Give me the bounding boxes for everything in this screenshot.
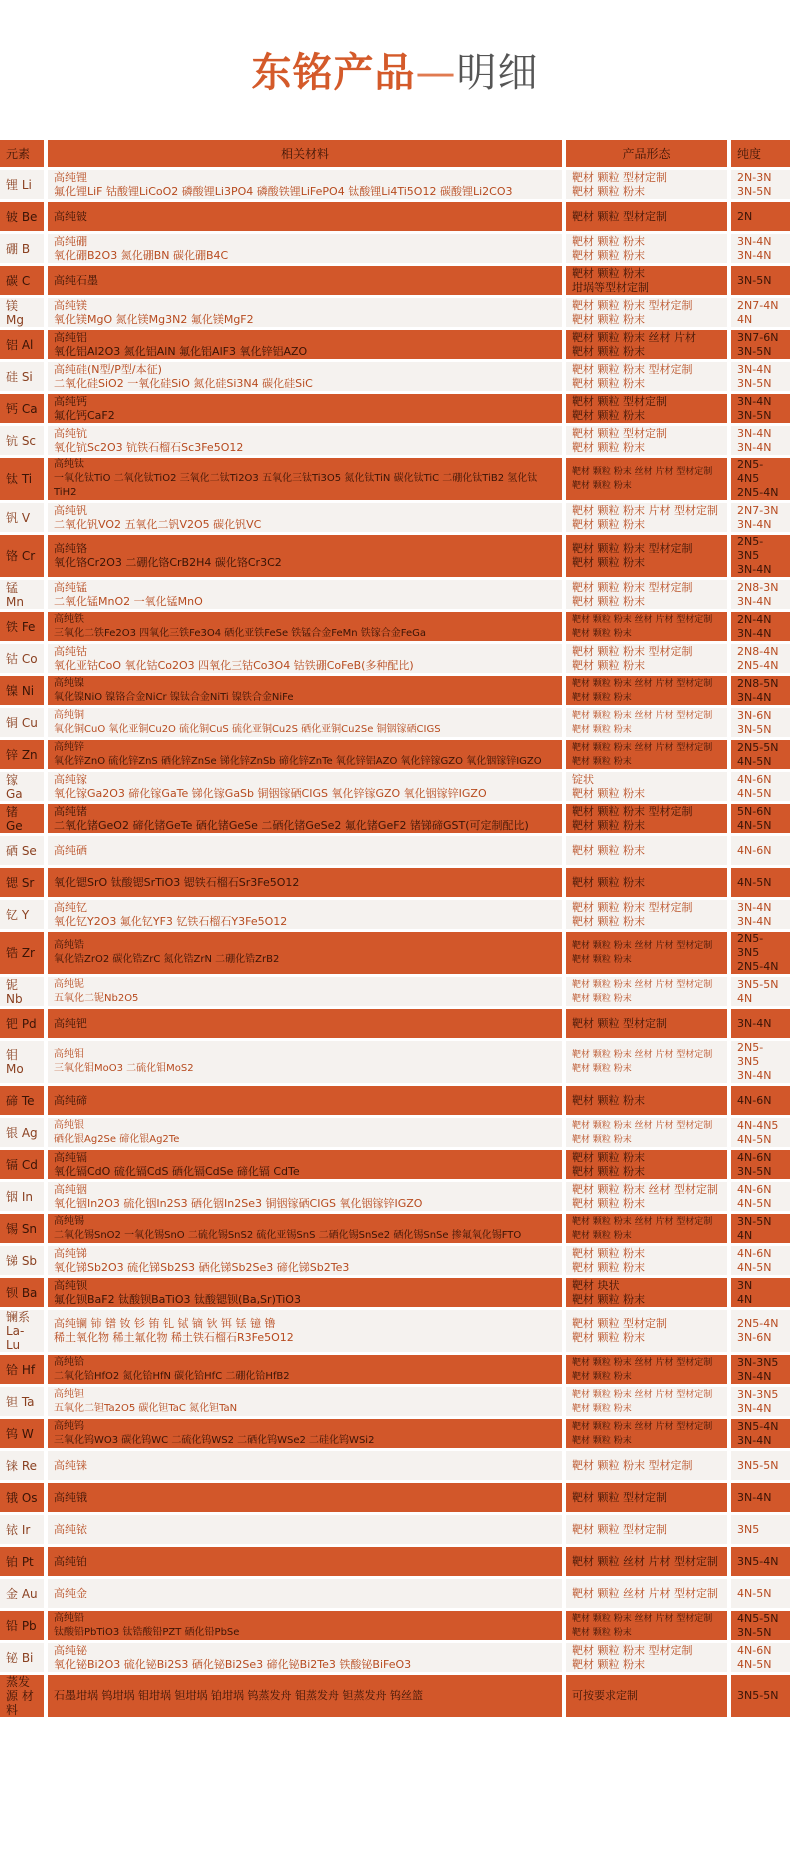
element-cell: 镁 Mg: [0, 298, 48, 327]
element-cell: 铱 Ir: [0, 1515, 48, 1544]
materials-cell: 高纯镁 氧化镁MgO 氮化镁Mg3N2 氟化镁MgF2: [48, 298, 566, 327]
element-cell: 银 Ag: [0, 1118, 48, 1147]
forms-cell: 靶材 颗粒 粉末 丝材 片材 型材定制 靶材 颗粒 粉末: [566, 1611, 731, 1640]
table-row: [0, 1041, 790, 1083]
purity-cell: 3N-5N 4N: [731, 1214, 790, 1243]
table-row: [0, 900, 790, 929]
forms-cell: 靶材 颗粒 粉末 型材定制 靶材 颗粒 粉末: [566, 580, 731, 609]
forms-cell: 锭状 靶材 颗粒 粉末: [566, 772, 731, 801]
purity-cell: 3N7-6N 3N-5N: [731, 330, 790, 359]
purity-cell: 3N-5N: [731, 266, 790, 295]
forms-cell: 靶材 颗粒 粉末 丝材 片材 型材定制 靶材 颗粒 粉末: [566, 1041, 731, 1083]
table-row: [0, 1355, 790, 1384]
purity-cell: 4N-6N 4N-5N: [731, 1643, 790, 1672]
materials-cell: 高纯铜 氧化铜CuO 氧化亚铜Cu2O 硫化铜CuS 硫化亚铜Cu2S 硒化亚铜Cu2Se 铜铟镓硒CIGS: [48, 708, 566, 737]
table-row: [0, 1643, 790, 1672]
purity-cell: 3N-4N 3N-4N: [731, 900, 790, 929]
element-cell: 锌 Zn: [0, 740, 48, 769]
table-row: [0, 804, 790, 833]
purity-cell: 2N8-3N 3N-4N: [731, 580, 790, 609]
element-cell: 铋 Bi: [0, 1643, 48, 1672]
purity-cell: 3N5-4N: [731, 1547, 790, 1576]
materials-cell: 高纯镍 氧化镍NiO 镍铬合金NiCr 镍钛合金NiTi 镍铁合金NiFe: [48, 676, 566, 705]
element-cell: 钛 Ti: [0, 458, 48, 500]
element-cell: 锑 Sb: [0, 1246, 48, 1275]
table-row: [0, 1246, 790, 1275]
table-row: [0, 932, 790, 974]
forms-cell: 靶材 颗粒 丝材 片材 型材定制: [566, 1547, 731, 1576]
element-cell: 锶 Sr: [0, 868, 48, 897]
element-cell: 铁 Fe: [0, 612, 48, 641]
purity-cell: 3N-4N 3N-5N: [731, 362, 790, 391]
purity-cell: 2N5-3N5 3N-4N: [731, 1041, 790, 1083]
materials-cell: 高纯铅 钛酸铅PbTiO3 钛锆酸铅PZT 硒化铅PbSe: [48, 1611, 566, 1640]
purity-cell: 4N-6N 4N-5N: [731, 1182, 790, 1211]
title-sub: 明细: [456, 50, 539, 96]
forms-cell: 靶材 颗粒 粉末 型材定制 靶材 颗粒 粉末: [566, 1643, 731, 1672]
table-row: [0, 362, 790, 391]
forms-cell: 靶材 颗粒 粉末 丝材 片材 型材定制 靶材 颗粒 粉末: [566, 740, 731, 769]
table-row: [0, 202, 790, 231]
materials-cell: 高纯锆 氧化锆ZrO2 碳化锆ZrC 氮化锆ZrN 二硼化锆ZrB2: [48, 932, 566, 974]
materials-cell: 高纯铋 氧化铋Bi2O3 硫化铋Bi2S3 硒化铋Bi2Se3 碲化铋Bi2Te3 铁酸铋BiFeO3: [48, 1643, 566, 1672]
purity-cell: 2N5-3N5 3N-4N: [731, 535, 790, 577]
element-cell: 铟 In: [0, 1182, 48, 1211]
forms-cell: 靶材 颗粒 型材定制 靶材 颗粒 粉末: [566, 1310, 731, 1352]
forms-cell: 靶材 颗粒 粉末 丝材 片材 型材定制 靶材 颗粒 粉末: [566, 1118, 731, 1147]
forms-cell: 靶材 颗粒 型材定制: [566, 202, 731, 231]
table-row: [0, 868, 790, 897]
forms-cell: 靶材 颗粒 粉末 靶材 颗粒 粉末: [566, 234, 731, 263]
table-row: [0, 612, 790, 641]
table-row: [0, 234, 790, 263]
table-row: [0, 1419, 790, 1448]
table-row: [0, 1150, 790, 1179]
table-row: [0, 1579, 790, 1608]
forms-cell: 靶材 颗粒 粉末 片材 型材定制 靶材 颗粒 粉末: [566, 503, 731, 532]
forms-cell: 靶材 颗粒 粉末 靶材 颗粒 粉末: [566, 1150, 731, 1179]
table-row: [0, 1387, 790, 1416]
forms-cell: 靶材 颗粒 粉末: [566, 868, 731, 897]
purity-cell: 3N 4N: [731, 1278, 790, 1307]
materials-cell: 石墨坩埚 钨坩埚 钼坩埚 钽坩埚 铂坩埚 钨蒸发舟 钼蒸发舟 钽蒸发舟 钨丝篮: [48, 1675, 566, 1717]
purity-cell: 4N-5N: [731, 868, 790, 897]
materials-cell: 高纯硼 氧化硼B2O3 氮化硼BN 碳化硼B4C: [48, 234, 566, 263]
table-row: [0, 266, 790, 295]
forms-cell: 靶材 颗粒 粉末 丝材 片材 型材定制 靶材 颗粒 粉末: [566, 1387, 731, 1416]
forms-cell: 靶材 颗粒 粉末 型材定制 靶材 颗粒 粉末: [566, 804, 731, 833]
materials-cell: 高纯金: [48, 1579, 566, 1608]
materials-cell: 高纯碲: [48, 1086, 566, 1115]
element-cell: 镧系 La-Lu: [0, 1310, 48, 1352]
forms-cell: 靶材 颗粒 粉末 型材定制 靶材 颗粒 粉末: [566, 535, 731, 577]
forms-cell: 靶材 颗粒 型材定制: [566, 1009, 731, 1038]
forms-cell: 靶材 颗粒 型材定制 靶材 颗粒 粉末: [566, 394, 731, 423]
purity-cell: 3N-4N 3N-4N: [731, 426, 790, 455]
purity-cell: 3N-4N 3N-4N: [731, 234, 790, 263]
table-row: [0, 535, 790, 577]
table-row: [0, 1483, 790, 1512]
materials-cell: 高纯镧 铈 镨 钕 钐 铕 钆 铽 镝 钬 铒 铥 镱 镥 稀土氧化物 稀土氟化物 稀土铁石榴石R3Fe5O12: [48, 1310, 566, 1352]
purity-cell: 3N-6N 3N-5N: [731, 708, 790, 737]
forms-cell: 靶材 颗粒 粉末: [566, 836, 731, 865]
element-cell: 硼 B: [0, 234, 48, 263]
table-row: [0, 676, 790, 705]
forms-cell: 可按要求定制: [566, 1675, 731, 1717]
materials-cell: 高纯钒 二氧化钒VO2 五氧化二钒V2O5 碳化钒VC: [48, 503, 566, 532]
element-cell: 铍 Be: [0, 202, 48, 231]
forms-cell: 靶材 颗粒 粉末 丝材 片材 型材定制 靶材 颗粒 粉末: [566, 708, 731, 737]
element-cell: 锰 Mn: [0, 580, 48, 609]
element-cell: 铜 Cu: [0, 708, 48, 737]
materials-cell: 高纯锗 二氧化锗GeO2 碲化锗GeTe 硒化锗GeSe 二硒化锗GeSe2 氟化锗GeF2 锗锑碲GST(可定制配比): [48, 804, 566, 833]
forms-cell: 靶材 颗粒 粉末 型材定制 靶材 颗粒 粉末: [566, 644, 731, 673]
purity-cell: 3N-4N: [731, 1009, 790, 1038]
purity-cell: 3N5-5N 4N: [731, 977, 790, 1006]
purity-cell: 2N7-3N 3N-4N: [731, 503, 790, 532]
table-row: [0, 458, 790, 500]
element-cell: 镉 Cd: [0, 1150, 48, 1179]
purity-cell: 2N7-4N 4N: [731, 298, 790, 327]
purity-cell: 2N8-5N 3N-4N: [731, 676, 790, 705]
element-cell: 钪 Sc: [0, 426, 48, 455]
table-row: [0, 1310, 790, 1352]
materials-cell: 高纯银 硒化银Ag2Se 碲化银Ag2Te: [48, 1118, 566, 1147]
purity-cell: 5N-6N 4N-5N: [731, 804, 790, 833]
element-cell: 锡 Sn: [0, 1214, 48, 1243]
materials-cell: 高纯铁 三氧化二铁Fe2O3 四氧化三铁Fe3O4 硒化亚铁FeSe 铁锰合金FeMn 铁镓合金FeGa: [48, 612, 566, 641]
purity-cell: 3N-4N 3N-5N: [731, 394, 790, 423]
purity-cell: 3N-4N: [731, 1483, 790, 1512]
element-cell: 铂 Pt: [0, 1547, 48, 1576]
forms-cell: 靶材 颗粒 粉末 丝材 片材 靶材 颗粒 粉末: [566, 330, 731, 359]
purity-cell: 4N-6N: [731, 1086, 790, 1115]
forms-cell: 靶材 颗粒 粉末 丝材 片材 型材定制 靶材 颗粒 粉末: [566, 612, 731, 641]
purity-cell: 4N-6N 4N-5N: [731, 1246, 790, 1275]
purity-cell: 3N5-4N 3N-4N: [731, 1419, 790, 1448]
materials-cell: 高纯锂 氟化锂LiF 钴酸锂LiCoO2 磷酸锂Li3PO4 磷酸铁锂LiFePO4 钛酸锂Li4Ti5O12 碳酸锂Li2CO3: [48, 170, 566, 199]
forms-cell: 靶材 颗粒 型材定制: [566, 1515, 731, 1544]
page-title: [0, 38, 790, 108]
table-row: [0, 740, 790, 769]
materials-cell: 高纯钴 氧化亚钴CoO 氧化钴Co2O3 四氧化三钴Co3O4 钴铁硼CoFeB(多种配比): [48, 644, 566, 673]
table-row: [0, 1515, 790, 1544]
title-main: 东铭产品: [251, 50, 416, 96]
purity-cell: 4N5-5N 3N-5N: [731, 1611, 790, 1640]
element-cell: 铬 Cr: [0, 535, 48, 577]
purity-cell: 3N5-5N: [731, 1675, 790, 1717]
forms-cell: 靶材 颗粒 粉末 丝材 片材 型材定制 靶材 颗粒 粉末: [566, 977, 731, 1006]
element-cell: 钡 Ba: [0, 1278, 48, 1307]
forms-cell: 靶材 颗粒 型材定制 靶材 颗粒 粉末: [566, 170, 731, 199]
table-header-row: [0, 140, 790, 167]
element-cell: 镓 Ga: [0, 772, 48, 801]
element-cell: 钴 Co: [0, 644, 48, 673]
table-row: [0, 1547, 790, 1576]
table-row: [0, 977, 790, 1006]
purity-cell: 3N-3N5 3N-4N: [731, 1387, 790, 1416]
element-cell: 钒 V: [0, 503, 48, 532]
materials-cell: 高纯锰 二氧化锰MnO2 一氧化锰MnO: [48, 580, 566, 609]
element-cell: 蒸发源 材料: [0, 1675, 48, 1717]
table-row: [0, 1278, 790, 1307]
forms-cell: 靶材 颗粒 粉末 靶材 颗粒 粉末: [566, 1246, 731, 1275]
materials-cell: 高纯钼 三氧化钼MoO3 二硫化钼MoS2: [48, 1041, 566, 1083]
element-cell: 碲 Te: [0, 1086, 48, 1115]
element-cell: 碳 C: [0, 266, 48, 295]
materials-cell: 高纯锌 氧化锌ZnO 硫化锌ZnS 硒化锌ZnSe 锑化锌ZnSb 碲化锌ZnTe 氧化锌铝AZO 氧化锌镓GZO 氧化铟镓锌IGZO: [48, 740, 566, 769]
table-body: [0, 170, 790, 1717]
forms-cell: 靶材 颗粒 粉末 丝材 片材 型材定制 靶材 颗粒 粉末: [566, 932, 731, 974]
purity-cell: 2N-3N 3N-5N: [731, 170, 790, 199]
forms-cell: 靶材 颗粒 粉末 丝材 片材 型材定制 靶材 颗粒 粉末: [566, 458, 731, 500]
table-row: [0, 170, 790, 199]
header-purity: 纯度: [731, 140, 790, 167]
materials-cell: 高纯石墨: [48, 266, 566, 295]
materials-cell: 高纯铂: [48, 1547, 566, 1576]
materials-cell: 高纯铌 五氧化二铌Nb2O5: [48, 977, 566, 1006]
forms-cell: 靶材 颗粒 粉末 型材定制 靶材 颗粒 粉末: [566, 362, 731, 391]
forms-cell: 靶材 块状 靶材 颗粒 粉末: [566, 1278, 731, 1307]
materials-cell: 高纯钡 氟化钡BaF2 钛酸钡BaTiO3 钛酸锶钡(Ba,Sr)TiO3: [48, 1278, 566, 1307]
purity-cell: 3N5-5N: [731, 1451, 790, 1480]
materials-cell: 高纯铟 氧化铟In2O3 硫化铟In2S3 硒化铟In2Se3 铜铟镓硒CIGS 氧化铟镓锌IGZO: [48, 1182, 566, 1211]
table-row: [0, 1611, 790, 1640]
forms-cell: 靶材 颗粒 粉末 坩埚等型材定制: [566, 266, 731, 295]
materials-cell: 高纯镓 氧化镓Ga2O3 碲化镓GaTe 锑化镓GaSb 铜铟镓硒CIGS 氧化锌镓GZO 氧化铟镓锌IGZO: [48, 772, 566, 801]
table-row: [0, 1451, 790, 1480]
element-cell: 铪 Hf: [0, 1355, 48, 1384]
materials-cell: 高纯钨 三氧化钨WO3 碳化钨WC 二硫化钨WS2 二硒化钨WSe2 二硅化钨WSi2: [48, 1419, 566, 1448]
materials-cell: 高纯铬 氧化铬Cr2O3 二硼化铬CrB2H4 碳化铬Cr3C2: [48, 535, 566, 577]
purity-cell: 2N-4N 3N-4N: [731, 612, 790, 641]
header-element: 元素: [0, 140, 48, 167]
purity-cell: 4N-6N 4N-5N: [731, 772, 790, 801]
materials-cell: 高纯钇 氧化钇Y2O3 氟化钇YF3 钇铁石榴石Y3Fe5O12: [48, 900, 566, 929]
materials-cell: 高纯铍: [48, 202, 566, 231]
element-cell: 钙 Ca: [0, 394, 48, 423]
table-row: [0, 1214, 790, 1243]
forms-cell: 靶材 颗粒 丝材 片材 型材定制: [566, 1579, 731, 1608]
purity-cell: 4N-4N5 4N-5N: [731, 1118, 790, 1147]
purity-cell: 3N-3N5 3N-4N: [731, 1355, 790, 1384]
element-cell: 硒 Se: [0, 836, 48, 865]
materials-cell: 高纯锇: [48, 1483, 566, 1512]
forms-cell: 靶材 颗粒 粉末 丝材 片材 型材定制 靶材 颗粒 粉末: [566, 1355, 731, 1384]
element-cell: 硅 Si: [0, 362, 48, 391]
element-cell: 铌 Nb: [0, 977, 48, 1006]
purity-cell: 4N-5N: [731, 1579, 790, 1608]
table-row: [0, 1675, 790, 1717]
table-row: [0, 394, 790, 423]
forms-cell: 靶材 颗粒 型材定制 靶材 颗粒 粉末: [566, 426, 731, 455]
table-row: [0, 644, 790, 673]
table-row: [0, 503, 790, 532]
materials-cell: 高纯硒: [48, 836, 566, 865]
materials-cell: 高纯钙 氟化钙CaF2: [48, 394, 566, 423]
element-cell: 锆 Zr: [0, 932, 48, 974]
materials-cell: 高纯锡 二氧化锡SnO2 一氧化锡SnO 二硫化锡SnS2 硫化亚锡SnS 二硒化锡SnSe2 硒化锡SnSe 掺氟氧化锡FTO: [48, 1214, 566, 1243]
forms-cell: 靶材 颗粒 粉末 丝材 片材 型材定制 靶材 颗粒 粉末: [566, 1214, 731, 1243]
purity-cell: 4N-6N 3N-5N: [731, 1150, 790, 1179]
materials-cell: 高纯铝 氧化铝Al2O3 氮化铝AlN 氟化铝AlF3 氧化锌铝AZO: [48, 330, 566, 359]
element-cell: 钽 Ta: [0, 1387, 48, 1416]
forms-cell: 靶材 颗粒 粉末 型材定制: [566, 1451, 731, 1480]
materials-cell: 高纯钪 氧化钪Sc2O3 钪铁石榴石Sc3Fe5O12: [48, 426, 566, 455]
materials-cell: 高纯钯: [48, 1009, 566, 1038]
materials-cell: 高纯硅(N型/P型/本征) 二氧化硅SiO2 一氧化硅SiO 氮化硅Si3N4 碳化硅SiC: [48, 362, 566, 391]
table-row: [0, 330, 790, 359]
purity-cell: 2N: [731, 202, 790, 231]
element-cell: 镍 Ni: [0, 676, 48, 705]
forms-cell: 靶材 颗粒 粉末 型材定制 靶材 颗粒 粉末: [566, 298, 731, 327]
forms-cell: 靶材 颗粒 粉末 丝材 型材定制 靶材 颗粒 粉末: [566, 1182, 731, 1211]
forms-cell: 靶材 颗粒 粉末 型材定制 靶材 颗粒 粉末: [566, 900, 731, 929]
table-row: [0, 708, 790, 737]
materials-cell: 高纯铪 二氧化铪HfO2 氮化铪HfN 碳化铪HfC 二硼化铪HfB2: [48, 1355, 566, 1384]
element-cell: 铝 Al: [0, 330, 48, 359]
materials-cell: 高纯钛 一氧化钛TiO 二氧化钛TiO2 三氧化二钛Ti2O3 五氧化三钛Ti3O5 氮化钛TiN 碳化钛TiC 二硼化钛TiB2 氢化钛TiH2: [48, 458, 566, 500]
header-forms: 产品形态: [566, 140, 731, 167]
forms-cell: 靶材 颗粒 粉末: [566, 1086, 731, 1115]
table-row: [0, 580, 790, 609]
purity-cell: 2N5-3N5 2N5-4N: [731, 932, 790, 974]
element-cell: 铅 Pb: [0, 1611, 48, 1640]
element-cell: 钯 Pd: [0, 1009, 48, 1038]
purity-cell: 2N5-4N5 2N5-4N: [731, 458, 790, 500]
table-row: [0, 1182, 790, 1211]
purity-cell: 2N8-4N 2N5-4N: [731, 644, 790, 673]
title-dash: —: [415, 50, 457, 96]
purity-cell: 3N5: [731, 1515, 790, 1544]
forms-cell: 靶材 颗粒 型材定制: [566, 1483, 731, 1512]
purity-cell: 2N5-4N 3N-6N: [731, 1310, 790, 1352]
table-row: [0, 772, 790, 801]
materials-cell: 高纯铱: [48, 1515, 566, 1544]
product-table: [0, 137, 790, 1720]
element-cell: 钇 Y: [0, 900, 48, 929]
materials-cell: 高纯钽 五氧化二钽Ta2O5 碳化钽TaC 氮化钽TaN: [48, 1387, 566, 1416]
element-cell: 锂 Li: [0, 170, 48, 199]
forms-cell: 靶材 颗粒 粉末 丝材 片材 型材定制 靶材 颗粒 粉末: [566, 1419, 731, 1448]
purity-cell: 2N5-5N 4N-5N: [731, 740, 790, 769]
header-materials: 相关材料: [48, 140, 566, 167]
materials-cell: 高纯铼: [48, 1451, 566, 1480]
element-cell: 钨 W: [0, 1419, 48, 1448]
table-row: [0, 836, 790, 865]
table-row: [0, 1009, 790, 1038]
purity-cell: 4N-6N: [731, 836, 790, 865]
element-cell: 锗 Ge: [0, 804, 48, 833]
table-row: [0, 298, 790, 327]
materials-cell: 高纯镉 氧化镉CdO 硫化镉CdS 硒化镉CdSe 碲化镉 CdTe: [48, 1150, 566, 1179]
element-cell: 钼 Mo: [0, 1041, 48, 1083]
table-row: [0, 1086, 790, 1115]
element-cell: 铼 Re: [0, 1451, 48, 1480]
forms-cell: 靶材 颗粒 粉末 丝材 片材 型材定制 靶材 颗粒 粉末: [566, 676, 731, 705]
element-cell: 锇 Os: [0, 1483, 48, 1512]
table-row: [0, 1118, 790, 1147]
materials-cell: 氧化锶SrO 钛酸锶SrTiO3 锶铁石榴石Sr3Fe5O12: [48, 868, 566, 897]
element-cell: 金 Au: [0, 1579, 48, 1608]
materials-cell: 高纯锑 氧化锑Sb2O3 硫化锑Sb2S3 硒化锑Sb2Se3 碲化锑Sb2Te3: [48, 1246, 566, 1275]
table-row: [0, 426, 790, 455]
